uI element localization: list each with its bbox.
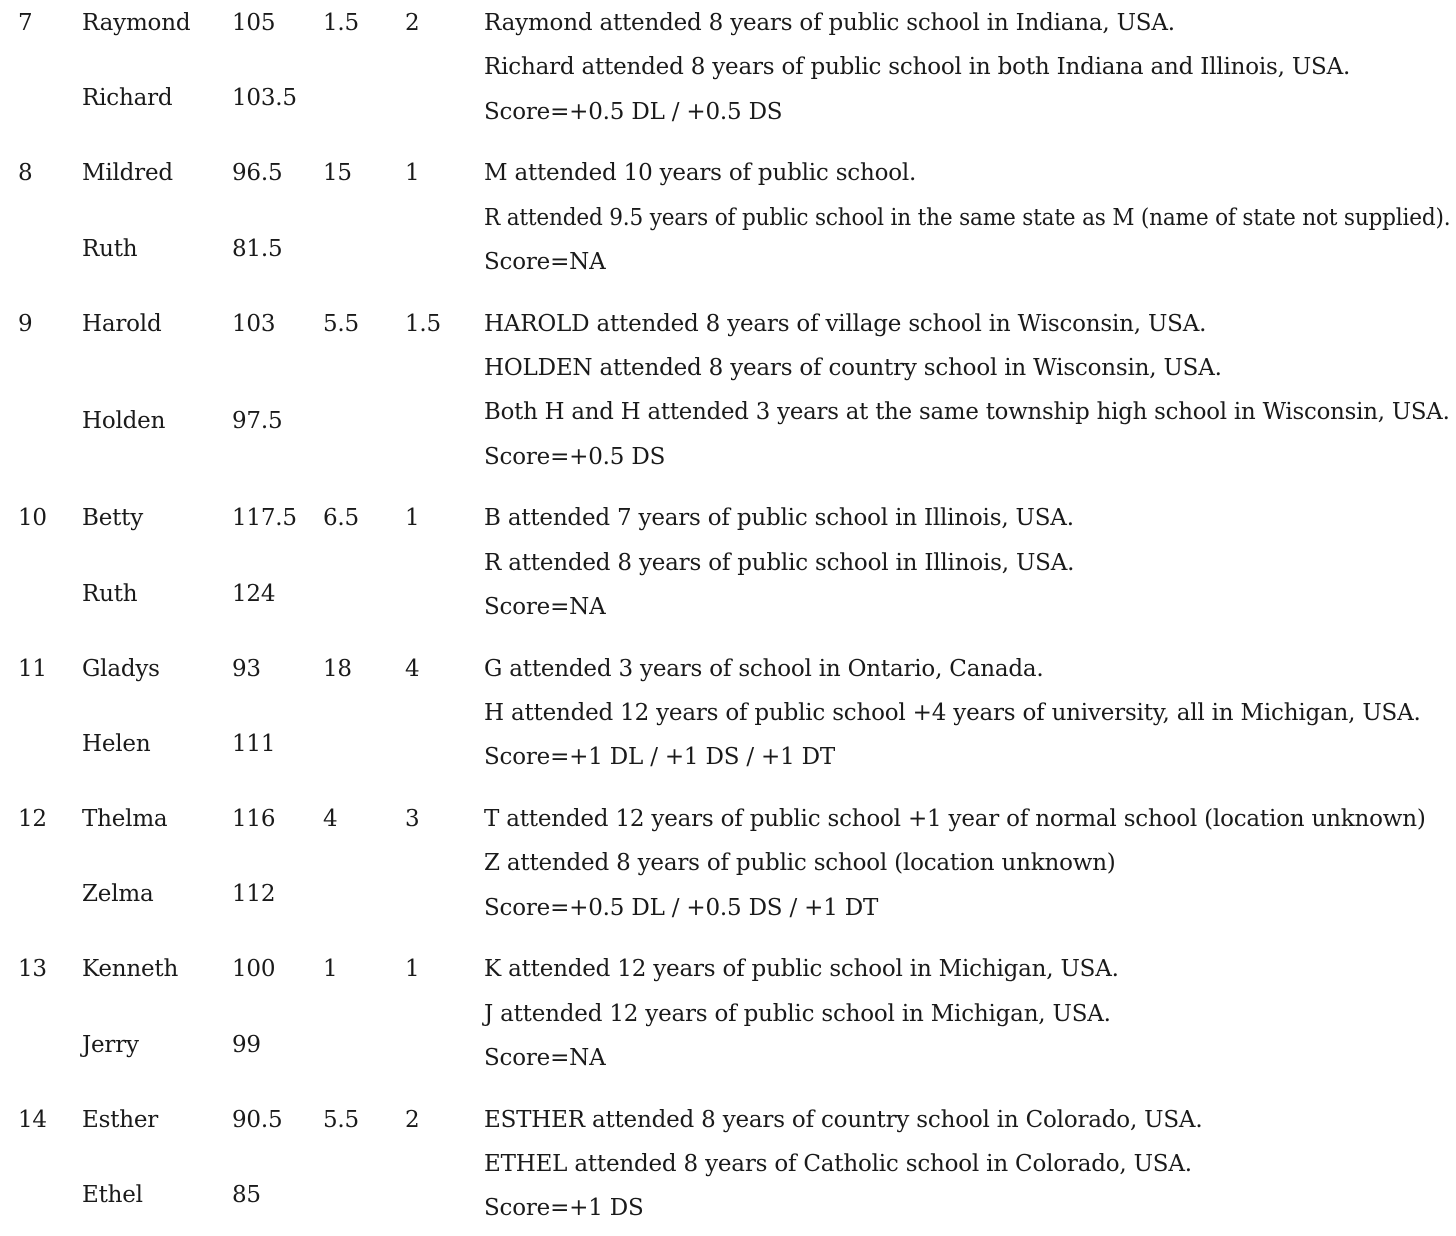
- iq-difference: 18: [323, 655, 352, 682]
- education-note: Z attended 8 years of public school (location unknown): [484, 850, 1116, 877]
- education-note: Both H and H attended 3 years at the same township high school in Wisconsin, USA.: [484, 399, 1450, 426]
- score-note: Score=+1 DS: [484, 1195, 644, 1222]
- education-note: Richard attended 8 years of public school in both Indiana and Illinois, USA.: [484, 54, 1351, 81]
- twin-a-iq: 90.5: [232, 1106, 283, 1133]
- education-note: R attended 8 years of public school in Illinois, USA.: [484, 549, 1075, 576]
- score-note: Score=+0.5 DL / +0.5 DS / +1 DT: [484, 894, 879, 921]
- twin-b-iq: 99: [232, 1031, 261, 1058]
- education-note: ETHEL attended 8 years of Catholic school in Colorado, USA.: [484, 1150, 1192, 1177]
- iq-difference: 15: [323, 160, 352, 187]
- twin-b-name: Jerry: [82, 1031, 139, 1058]
- pair-number: 10: [18, 505, 47, 532]
- twin-a-name: Betty: [82, 505, 143, 532]
- iq-difference: 4: [323, 805, 338, 832]
- education-note: J attended 12 years of public school in Michigan, USA.: [484, 1000, 1111, 1027]
- education-rank: 1: [405, 956, 420, 983]
- education-note: T attended 12 years of public school +1 year of normal school (location unknown): [484, 805, 1426, 832]
- education-rank: 4: [405, 655, 420, 682]
- pair-number: 11: [18, 655, 47, 682]
- iq-difference: 6.5: [323, 505, 359, 532]
- twin-a-name: Thelma: [82, 805, 168, 832]
- twin-b-iq: 81.5: [232, 235, 283, 262]
- education-note: B attended 7 years of public school in Illinois, USA.: [484, 505, 1074, 532]
- pair-number: 12: [18, 805, 47, 832]
- score-note: Score=NA: [484, 1044, 606, 1071]
- twin-b-name: Ethel: [82, 1181, 143, 1208]
- twin-b-iq: 112: [232, 881, 276, 908]
- twin-b-iq: 103.5: [232, 85, 297, 112]
- twin-b-name: Holden: [82, 408, 166, 435]
- education-note: H attended 12 years of public school +4 years of university, all in Michigan, USA.: [484, 699, 1421, 726]
- iq-difference: 5.5: [323, 1106, 359, 1133]
- education-note: R attended 9.5 years of public school in the same state as M (name of state not supplied).: [484, 204, 1451, 231]
- score-note: Score=NA: [484, 594, 606, 621]
- education-rank: 1: [405, 505, 420, 532]
- education-rank: 3: [405, 805, 420, 832]
- iq-difference: 1.5: [323, 10, 359, 36]
- twin-a-iq: 117.5: [232, 505, 297, 532]
- twin-b-name: Zelma: [82, 881, 154, 908]
- twin-a-name: Mildred: [82, 160, 173, 187]
- twin-b-iq: 124: [232, 580, 276, 607]
- iq-difference: 1: [323, 956, 338, 983]
- education-note: M attended 10 years of public school.: [484, 160, 917, 187]
- twin-a-name: Esther: [82, 1106, 159, 1133]
- twin-b-iq: 85: [232, 1181, 261, 1208]
- twin-a-iq: 96.5: [232, 160, 283, 187]
- twin-a-iq: 93: [232, 655, 261, 682]
- twin-a-name: Kenneth: [82, 956, 179, 983]
- pair-number: 9: [18, 310, 33, 337]
- pair-number: 13: [18, 956, 47, 983]
- twin-b-name: Ruth: [82, 580, 138, 607]
- twin-b-name: Helen: [82, 731, 151, 758]
- pair-number: 8: [18, 160, 33, 187]
- education-note: K attended 12 years of public school in Michigan, USA.: [484, 956, 1119, 983]
- twin-a-iq: 116: [232, 805, 276, 832]
- iq-difference: 5.5: [323, 310, 359, 337]
- education-note: ESTHER attended 8 years of country school in Colorado, USA.: [484, 1106, 1203, 1133]
- education-note: Raymond attended 8 years of public school in Indiana, USA.: [484, 10, 1175, 36]
- pair-number: 14: [18, 1106, 47, 1133]
- education-note: HOLDEN attended 8 years of country school in Wisconsin, USA.: [484, 354, 1222, 381]
- twin-b-name: Ruth: [82, 235, 138, 262]
- score-note: Score=NA: [484, 249, 606, 276]
- twin-a-name: Gladys: [82, 655, 160, 682]
- twin-a-name: Raymond: [82, 10, 191, 36]
- twin-a-iq: 100: [232, 956, 276, 983]
- score-note: Score=+1 DL / +1 DS / +1 DT: [484, 744, 836, 771]
- twin-a-iq: 103: [232, 310, 276, 337]
- education-rank: 2: [405, 10, 420, 36]
- twin-a-iq: 105: [232, 10, 276, 36]
- twin-b-name: Richard: [82, 85, 173, 112]
- score-note: Score=+0.5 DS: [484, 443, 666, 470]
- education-rank: 1: [405, 160, 420, 187]
- twin-a-name: Harold: [82, 310, 162, 337]
- education-note: HAROLD attended 8 years of village school in Wisconsin, USA.: [484, 310, 1207, 337]
- education-note: G attended 3 years of school in Ontario, Canada.: [484, 655, 1044, 682]
- twin-b-iq: 97.5: [232, 408, 283, 435]
- twin-b-iq: 111: [232, 731, 276, 758]
- pair-number: 7: [18, 10, 33, 36]
- score-note: Score=+0.5 DL / +0.5 DS: [484, 98, 783, 125]
- education-rank: 1.5: [405, 310, 441, 337]
- education-rank: 2: [405, 1106, 420, 1133]
